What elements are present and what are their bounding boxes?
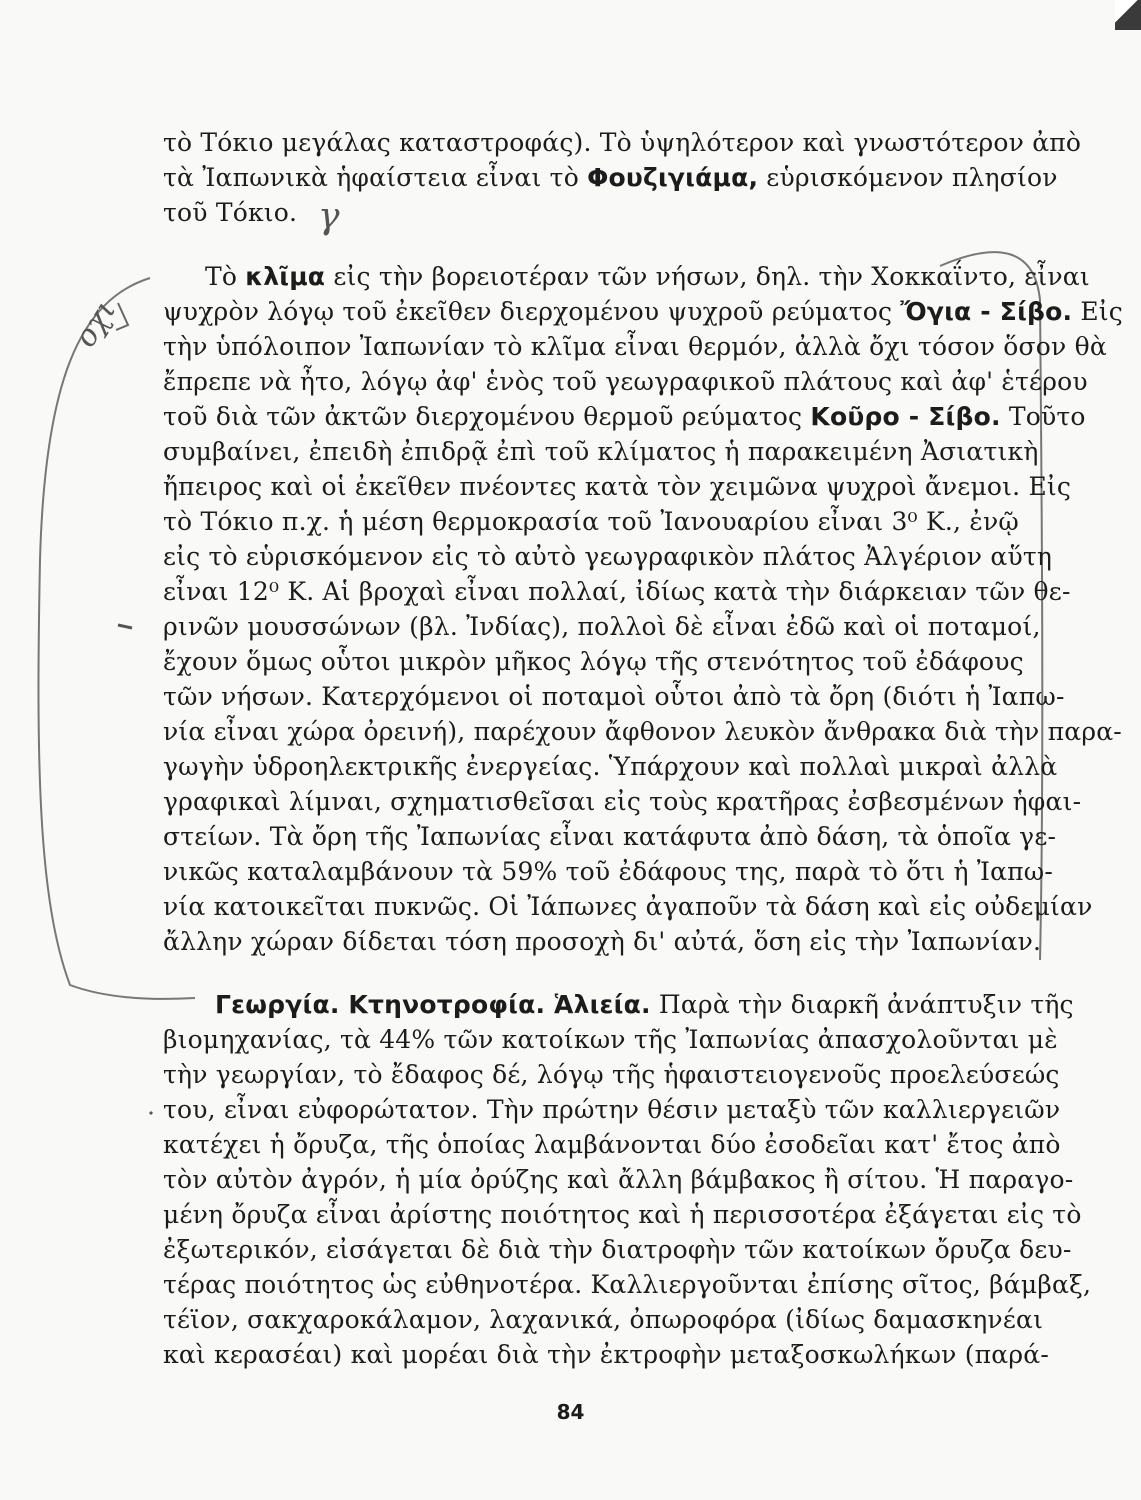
text-line: Τὸ κλῖμα εἰς τὴν βορειοτέραν τῶν νήσων, δηλ. τὴν Χοκκαΐντο, εἶναι <box>205 262 1090 291</box>
text-line: ἐξωτερικόν, εἰσάγεται δὲ διὰ τὴν διατροφὴν τῶν κατοίκων ὄρυζα δευ- <box>163 1235 1072 1264</box>
text-line: τὴν γεωργίαν, τὸ ἔδαφος δέ, λόγῳ τῆς ἡφαιστειογενοῦς προελεύσεώς <box>163 1060 1060 1089</box>
text-line: γωγὴν ὑδροηλεκτρικῆς ἐνεργείας. Ὑπάρχουν καὶ πολλαὶ μικραὶ ἀλλὰ <box>163 752 1058 781</box>
text-line: νικῶς καταλαμβάνουν τὰ 59% τοῦ ἐδάφους της, παρὰ τὸ ὅτι ἡ Ἰαπω- <box>163 857 1054 886</box>
text-line: τέρας ποιότητος ὡς εὐθηνοτέρα. Καλλιεργοῦνται ἐπίσης σῖτος, βάμβαξ, <box>163 1270 1092 1299</box>
text-line: ἤπειρος καὶ οἱ ἐκεῖθεν πνέοντες κατὰ τὸν χειμῶνα ψυχροὶ ἄνεμοι. Εἰς <box>163 472 1072 501</box>
handwritten-gamma-mark: γ <box>318 196 340 237</box>
page-number: 84 <box>556 1400 585 1424</box>
pencil-dot-mark-2 <box>150 1112 152 1114</box>
text-line: Γεωργία. Κτηνοτροφία. Ἁλιεία. Παρὰ τὴν διαρκῆ ἀνάπτυξιν τῆς <box>215 990 1074 1019</box>
text-line: ἔχουν ὅμως οὗτοι μικρὸν μῆκος λόγῳ τῆς στενότητος τοῦ ἐδάφους <box>163 647 1024 676</box>
text-line: τοῦ Τόκιο. <box>163 198 298 227</box>
pencil-dot-mark <box>118 625 132 628</box>
bold-term: Ὄγια - Σίβο. <box>900 297 1073 326</box>
text-line: τὸ Τόκιο μεγάλας καταστροφάς). Τὸ ὑψηλότερον καὶ γνωστότερον ἀπὸ <box>163 128 1082 157</box>
text-line: συμβαίνει, ἐπειδὴ ἐπιδρᾷ ἐπὶ τοῦ κλίματος ἡ παρακειμένη Ἀσιατικὴ <box>163 437 1039 466</box>
text-line: τὰ Ἰαπωνικὰ ἡφαίστεια εἶναι τὸ Φουζιγιάμα, εὑρισκόμενον πλησίον <box>163 163 1058 192</box>
text-line: τῶν νήσων. Κατερχόμενοι οἱ ποταμοὶ οὗτοι ἀπὸ τὰ ὄρη (διότι ἡ Ἰαπω- <box>163 682 1065 711</box>
text-line: κατέχει ἡ ὄρυζα, τῆς ὁποίας λαμβάνονται δύο ἐσοδεῖαι κατ' ἔτος ἀπὸ <box>163 1130 1061 1159</box>
margin-handwritten-note: οχι <box>68 294 124 354</box>
text-line: καὶ κερασέαι) καὶ μορέαι διὰ τὴν ἐκτροφὴν μεταξοσκωλήκων (παρά- <box>163 1340 1050 1369</box>
text-line: τέϊον, σακχαροκάλαμον, λαχανικά, ὀπωροφόρα (ἰδίως δαμασκηνέαι <box>163 1305 1044 1334</box>
bold-term: κλῖμα <box>245 262 326 291</box>
text-line: βιομηχανίας, τὰ 44% τῶν κατοίκων τῆς Ἰαπωνίας ἀπασχολοῦνται μὲ <box>163 1025 1058 1054</box>
text-line: γραφικαὶ λίμναι, σχηματισθεῖσαι εἰς τοὺς κρατῆρας ἐσβεσμένων ἡφαι- <box>163 787 1082 816</box>
text-line: του, εἶναι εὐφορώτατον. Τὴν πρώτην θέσιν μεταξὺ τῶν καλλιεργειῶν <box>163 1095 1061 1124</box>
text-line: εἰς τὸ εὑρισκόμενον εἰς τὸ αὐτὸ γεωγραφικὸν πλάτος Ἀλγέριον αὕτη <box>163 542 1053 571</box>
section-heading: Γεωργία. Κτηνοτροφία. Ἁλιεία. <box>215 990 651 1019</box>
text-line: ἄλλην χώραν δίδεται τόση προσοχὴ δι' αὐτά, ὅση εἰς τὴν Ἰαπωνίαν. <box>163 927 1042 956</box>
text-line: εἶναι 12⁰ Κ. Αἱ βροχαὶ εἶναι πολλαί, ἰδίως κατὰ τὴν διάρκειαν τῶν θε- <box>163 577 1071 606</box>
text-line: τὸν αὐτὸν ἀγρόν, ἡ μία ὀρύζης καὶ ἄλλη βάμβακος ἢ σίτου. Ἡ παραγο- <box>163 1165 1074 1194</box>
bold-term: Κοῦρο - Σίβο. <box>810 402 1001 431</box>
text-line: τὴν ὑπόλοιπον Ἰαπωνίαν τὸ κλῖμα εἶναι θερμόν, ἀλλὰ ὄχι τόσον ὅσον θὰ <box>163 332 1107 361</box>
text-line: τὸ Τόκιο π.χ. ἡ μέση θερμοκρασία τοῦ Ἰανουαρίου εἶναι 3⁰ Κ., ἐνῷ <box>163 507 1019 536</box>
text-line: ρινῶν μουσσώνων (βλ. Ἰνδίας), πολλοὶ δὲ εἶναι ἐδῶ καὶ οἱ ποταμοί, <box>163 612 1041 641</box>
text-line: στείων. Τὰ ὄρη τῆς Ἰαπωνίας εἶναι κατάφυτα ἀπὸ δάση, τὰ ὁποῖα γε- <box>163 822 1057 851</box>
text-line: νία κατοικεῖται πυκνῶς. Οἱ Ἰάπωνες ἀγαποῦν τὰ δάση καὶ εἰς οὐδεμίαν <box>163 892 1093 921</box>
text-line: ἔπρεπε νὰ ἦτο, λόγῳ ἀφ' ἑνὸς τοῦ γεωγραφικοῦ πλάτους καὶ ἀφ' ἑτέρου <box>163 367 1088 396</box>
text-line: μένη ὄρυζα εἶναι ἀρίστης ποιότητος καὶ ἡ περισσοτέρα ἐξάγεται εἰς τὸ <box>163 1200 1082 1229</box>
text-line: νία εἶναι χώρα ὀρεινή), παρέχουν ἄφθονον λευκὸν ἄνθρακα διὰ τὴν παρα- <box>163 717 1122 746</box>
text-line: τοῦ διὰ τῶν ἀκτῶν διερχομένου θερμοῦ ρεύματος Κοῦρο - Σίβο. Τοῦτο <box>163 402 1086 431</box>
scan-corner-shadow <box>1115 0 1141 30</box>
bold-term: Φουζιγιάμα, <box>587 163 759 192</box>
text-line: ψυχρὸν λόγῳ τοῦ ἐκεῖθεν διερχομένου ψυχροῦ ρεύματος Ὄγια - Σίβο. Εἰς <box>163 297 1123 326</box>
